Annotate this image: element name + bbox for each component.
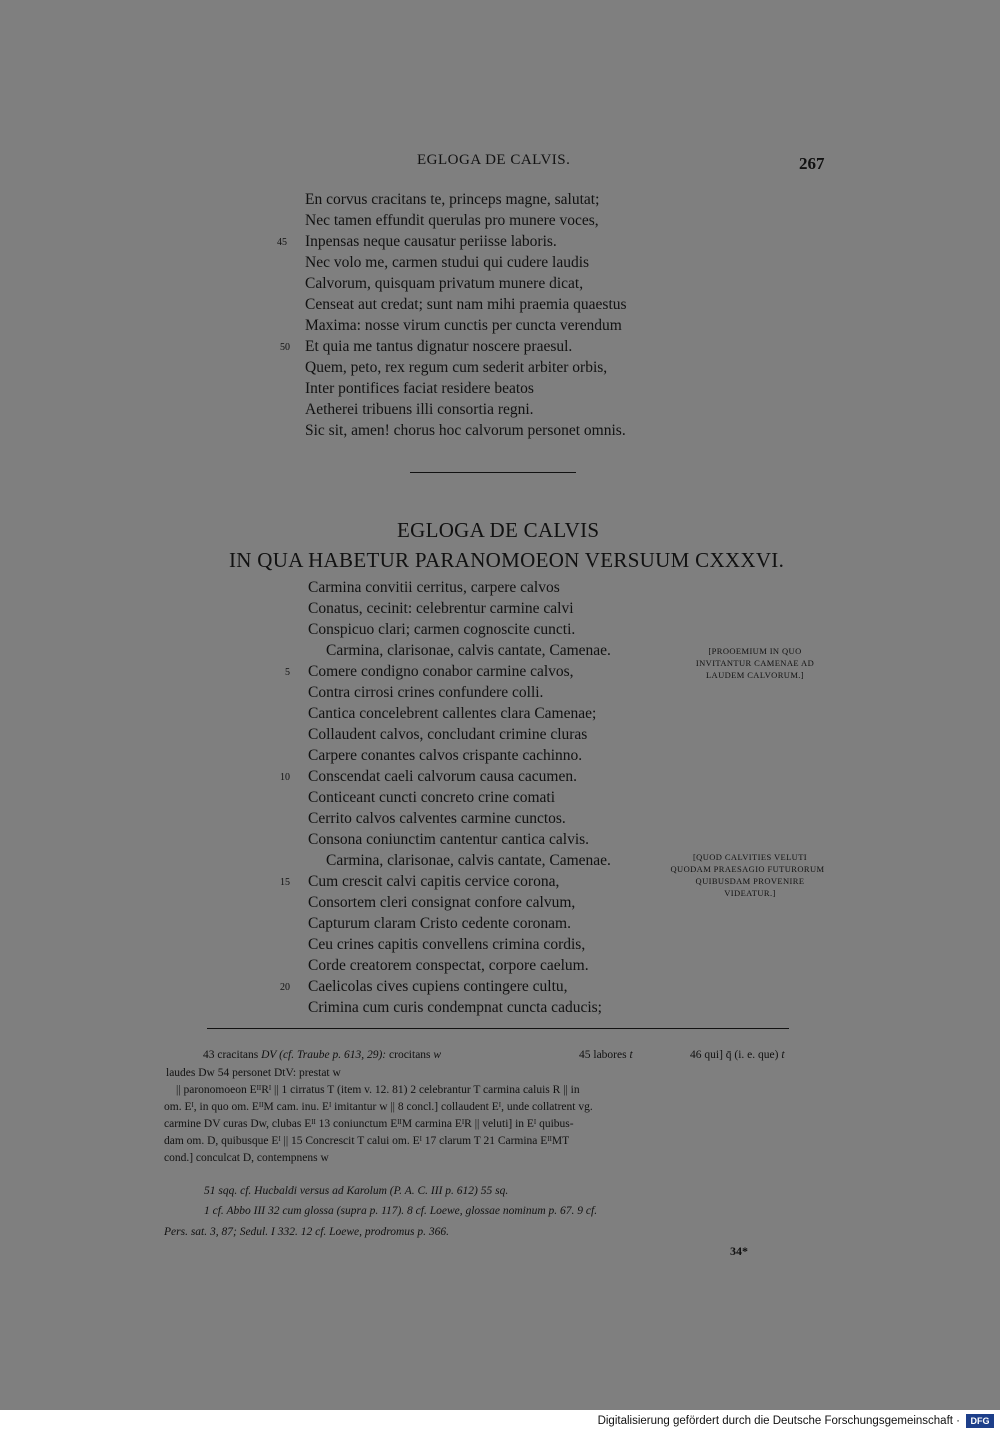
- verse-line: Crimina cum curis condempnat cuncta caducis;: [308, 999, 602, 1016]
- apparatus-line: dam om. D, quibusque Eᴵ || 15 Concrescit T calui om. Eᴵ 17 clarum T 21 Carmina EᴵᴵMT: [164, 1135, 570, 1147]
- verse-line: Quem, peto, rex regum cum sederit arbiter orbis,: [305, 359, 608, 376]
- poem-subtitle: IN QUA HABETUR PARANOMOEON VERSUUM CXXXVI.: [229, 548, 785, 572]
- side-note-line: QUODAM PRAESAGIO FUTURORUM: [670, 864, 825, 874]
- verse-line: Comere condigno conabor carmine calvos,: [308, 663, 574, 680]
- signature-mark: 34*: [730, 1244, 748, 1258]
- verse-line: Conscendat caeli calvorum causa cacumen.: [308, 768, 577, 785]
- verse-line: Consortem cleri consignat confore calvum,: [308, 894, 576, 911]
- apparatus-rule: [207, 1028, 789, 1029]
- source-line: 1 cf. Abbo III 32 cum glossa (supra p. 117). 8 cf. Loewe, glossae nominum p. 67. 9 cf.: [204, 1205, 598, 1217]
- apparatus-line: || paronomoeon EᴵᴵRᴵ || 1 cirratus T (item v. 12. 81) 2 celebrantur T carmina caluis R || in: [176, 1084, 580, 1096]
- line-number: 45: [277, 237, 287, 248]
- verse-line: Conspicuo clari; carmen cognoscite cuncti.: [308, 621, 576, 638]
- apparatus-segment: DV (cf. Traube p. 613, 29):: [261, 1049, 387, 1061]
- running-head: EGLOGA DE CALVIS.: [417, 152, 571, 168]
- apparatus-line: laudes Dw 54 personet DtV: prestat w: [166, 1067, 341, 1079]
- verse-line: Conatus, cecinit: celebrentur carmine calvi: [308, 600, 574, 617]
- verse-line: Cum crescit calvi capitis cervice corona,: [308, 873, 560, 890]
- side-note-line: INVITANTUR CAMENAE AD: [695, 658, 815, 668]
- page-number: 267: [799, 154, 825, 173]
- side-note-line: [QUOD CALVITIES VELUTI: [692, 852, 808, 862]
- line-number: 15: [280, 877, 290, 888]
- verse-line: Inpensas neque causatur periisse laboris.: [305, 233, 557, 250]
- side-note-line: [PROOEMIUM IN QUO: [708, 646, 802, 656]
- verse-line: Calvorum, quisquam privatum munere dicat,: [305, 275, 584, 292]
- section-divider: [410, 472, 576, 473]
- verse-line: Nec volo me, carmen studui qui cudere laudis: [305, 254, 590, 271]
- verse-line: Carpere conantes calvos crispante cachinno.: [308, 747, 583, 764]
- poem-title: EGLOGA DE CALVIS: [397, 518, 600, 542]
- verse-line: Ceu crines capitis convellens crimina cordis,: [308, 936, 586, 953]
- verse-line: Cantica concelebrent callentes clara Camenae;: [308, 705, 597, 722]
- side-note-line: VIDEATUR.]: [724, 888, 776, 898]
- line-number: 50: [280, 342, 290, 353]
- apparatus-segment: t: [629, 1049, 633, 1061]
- funding-credit: Digitalisierung gefördert durch die Deutsche Forschungsgemeinschaft ·: [597, 1415, 960, 1427]
- verse-line: Cerrito calvos calventes carmine cunctos.: [308, 810, 566, 827]
- apparatus-segment: t: [781, 1049, 785, 1061]
- dfg-logo[interactable]: DFG: [966, 1414, 994, 1428]
- verse-line: Conticeant cuncti concreto crine comati: [308, 789, 556, 806]
- verse-line: En corvus cracitans te, princeps magne, salutat;: [305, 191, 600, 208]
- source-line: 51 sqq. cf. Hucbaldi versus ad Karolum (P. A. C. III p. 612) 55 sq.: [204, 1185, 509, 1197]
- refrain-line: Carmina, clarisonae, calvis cantate, Camenae.: [326, 852, 611, 869]
- verse-line: Maxima: nosse virum cunctis per cuncta verendum: [305, 317, 622, 334]
- apparatus-line: carmine DV curas Dw, clubas Eᴵᴵ 13 coniunctum EᴵᴵM carmina EᴵR || veluti] in Eᴵ quibus-: [164, 1118, 574, 1130]
- apparatus-line: [579, 1049, 633, 1061]
- verse-line: Consona coniunctim cantentur cantica calvis.: [308, 831, 590, 848]
- verse-line: Censeat aut credat; sunt nam mihi praemia quaestus: [305, 296, 627, 313]
- side-note-line: LAUDEM CALVORUM.]: [705, 670, 805, 680]
- line-number: 20: [280, 982, 290, 993]
- apparatus-line: om. Eᴵ, in quo om. EᴵᴵM cam. inu. Eᴵ imitantur w || 8 concl.] collaudent Eᴵ, unde collatrent vg.: [164, 1101, 593, 1113]
- verse-line: Inter pontifices faciat residere beatos: [305, 380, 534, 397]
- verse-line: Capturum claram Cristo cedente coronam.: [308, 915, 571, 932]
- apparatus-line: [690, 1049, 785, 1061]
- verse-line: Corde creatorem conspectat, corpore caelum.: [308, 957, 589, 974]
- line-number: 10: [280, 772, 290, 783]
- apparatus-segment: 45 labores: [579, 1049, 627, 1061]
- line-number: 5: [285, 667, 290, 678]
- side-note-line: QUIBUSDAM PROVENIRE: [695, 876, 805, 886]
- verse-line: Carmina convitii cerritus, carpere calvos: [308, 579, 560, 596]
- verse-line: Contra cirrosi crines confundere colli.: [308, 684, 544, 701]
- verse-line: Collaudent calvos, concludant crimine cluras: [308, 726, 588, 743]
- verse-line: Aetherei tribuens illi consortia regni.: [305, 401, 534, 418]
- footer-bar: [0, 1410, 1000, 1434]
- refrain-line: Carmina, clarisonae, calvis cantate, Camenae.: [326, 642, 611, 659]
- apparatus-line: cond.] conculcat D, contempnens w: [164, 1152, 329, 1164]
- apparatus-segment: 46 qui] q̄ (i. e. que): [690, 1049, 779, 1061]
- source-line: Pers. sat. 3, 87; Sedul. I 332. 12 cf. Loewe, prodromus p. 366.: [164, 1226, 450, 1238]
- verse-line: Et quia me tantus dignatur noscere praesul.: [305, 338, 573, 355]
- apparatus-line: [203, 1049, 441, 1061]
- verse-line: Caelicolas cives cupiens contingere cultu,: [308, 978, 568, 995]
- verse-line: Sic sit, amen! chorus hoc calvorum personet omnis.: [305, 422, 626, 439]
- apparatus-segment: 43 cracitans: [203, 1049, 259, 1061]
- verse-line: Nec tamen effundit querulas pro munere voces,: [305, 212, 599, 229]
- apparatus-segment: w: [433, 1049, 442, 1061]
- apparatus-segment: crocitans: [389, 1049, 431, 1061]
